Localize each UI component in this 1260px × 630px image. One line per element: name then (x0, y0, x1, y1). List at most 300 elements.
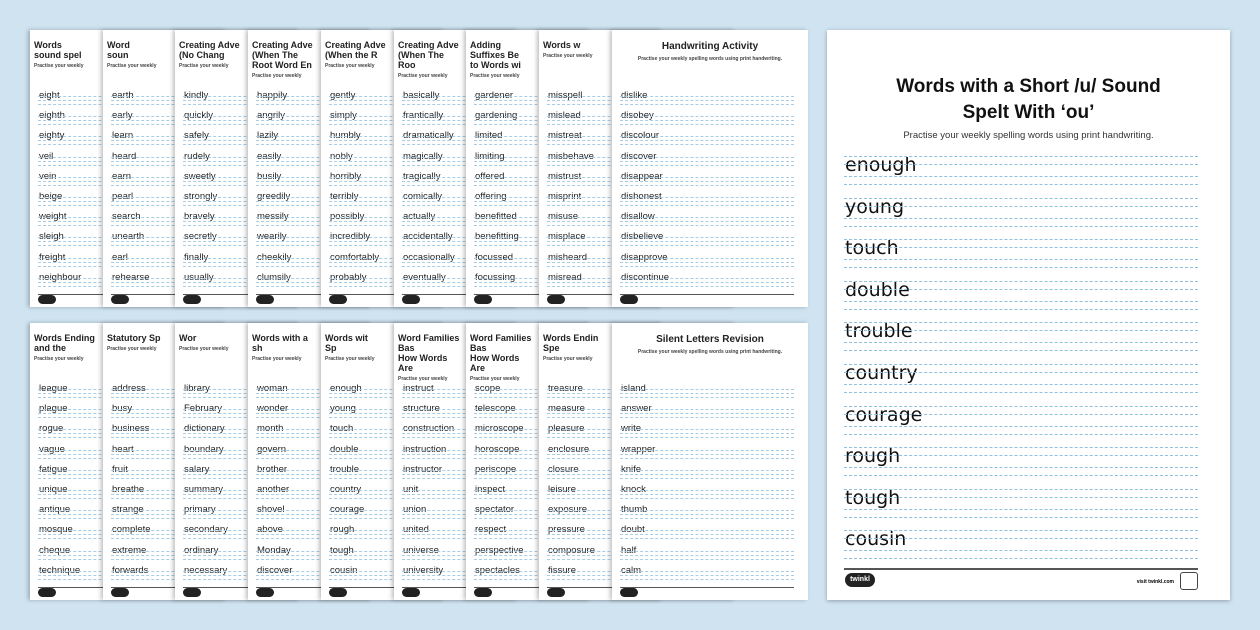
spelling-word: veil (39, 150, 54, 162)
spelling-word: dictionary (184, 423, 225, 435)
handwriting-line (844, 289, 1198, 290)
spelling-word: dramatically (403, 130, 454, 142)
spelling-word: disbelieve (621, 231, 664, 243)
spelling-word: strongly (184, 191, 218, 202)
worksheet-title (398, 40, 462, 80)
title-line: Creating Adve (252, 40, 313, 50)
spelling-word: tough (845, 486, 901, 509)
spelling-word: secretly (184, 231, 217, 243)
spelling-word: clumsily (257, 271, 291, 283)
spelling-word: breathe (112, 484, 145, 495)
spelling-word: earl (112, 251, 128, 263)
spelling-word: easily (257, 150, 282, 162)
spelling-word: enclosure (548, 443, 590, 455)
handwriting-line (844, 218, 1198, 219)
worksheet-subtitle: Practise your weekly (470, 73, 520, 79)
handwriting-line (620, 538, 794, 539)
handwriting-line (620, 282, 794, 283)
spelling-word: fruit (112, 463, 128, 475)
spelling-word: earth (112, 90, 134, 101)
handwriting-line (620, 124, 794, 125)
handwriting-line (620, 417, 794, 418)
title-line: Handwriting Activity (661, 41, 759, 52)
twinkl-logo (329, 295, 347, 304)
spelling-word: misspell (548, 90, 583, 101)
handwriting-line (620, 393, 794, 394)
spelling-word: structure (403, 403, 440, 415)
spelling-word: disapprove (621, 251, 668, 263)
title-line: Words Endin (543, 333, 599, 343)
handwriting-line (844, 517, 1198, 518)
spelling-word: knife (621, 463, 642, 475)
worksheet-title (325, 40, 389, 70)
spelling-word: frantically (403, 110, 444, 122)
handwriting-line (844, 372, 1198, 373)
twinkl-logo (183, 295, 201, 304)
worksheet-subtitle: Practise your weekly spelling words using print handwriting. (637, 349, 783, 355)
spelling-word: spectacles (475, 564, 520, 576)
worksheet-subtitle: Practise your weekly (34, 356, 84, 362)
title-line: (When The Root Word En (252, 50, 312, 70)
spelling-word: safely (184, 130, 209, 142)
spelling-word: heard (112, 150, 137, 162)
twinkl-logo (620, 295, 638, 304)
title-line: Words with a sh (252, 333, 308, 353)
handwriting-line (844, 384, 1198, 385)
spelling-word: strange (112, 504, 144, 516)
spelling-word: rehearse (112, 271, 150, 283)
handwriting-line (620, 551, 794, 552)
worksheet-subtitle: Practise your weekly (179, 63, 229, 69)
spelling-word: pearl (112, 191, 134, 202)
title-line: (When the R (325, 50, 378, 60)
spelling-word: thumb (621, 504, 648, 516)
spelling-word: sleigh (39, 231, 64, 243)
spelling-word: misplace (548, 231, 586, 243)
spelling-word: union (403, 504, 427, 516)
spelling-word: measure (548, 403, 585, 415)
spelling-word: gardener (475, 90, 514, 101)
spelling-word: cousin (845, 528, 907, 551)
worksheet-subtitle: Practise your weekly (325, 356, 375, 362)
spelling-word: busy (112, 403, 133, 415)
handwriting-line (620, 575, 794, 576)
footer-divider (620, 294, 794, 295)
spelling-word: business (112, 423, 150, 435)
title-line: Words (34, 40, 62, 50)
spelling-word: composure (548, 544, 595, 556)
spelling-word: mosque (39, 524, 73, 536)
handwriting-line (620, 470, 794, 471)
twinkl-logo (111, 588, 129, 597)
spelling-word: mistreat (548, 130, 582, 142)
worksheet-title (179, 333, 243, 353)
twinkl-logo (474, 295, 492, 304)
handwriting-line (620, 490, 794, 491)
worksheet-title (179, 40, 243, 70)
spelling-word: rough (330, 524, 355, 536)
handwriting-line (844, 281, 1198, 282)
spelling-word: country (330, 484, 362, 495)
spelling-word: accidentally (403, 231, 453, 243)
spelling-word: govern (257, 443, 287, 455)
spelling-word: another (257, 484, 290, 495)
spelling-word: salary (184, 463, 210, 475)
handwriting-line (844, 447, 1198, 448)
spelling-word: unearth (112, 231, 145, 243)
spelling-word: touch (330, 423, 354, 435)
spelling-word: offering (475, 191, 507, 202)
twinkl-logo (402, 588, 420, 597)
spelling-word: above (257, 524, 283, 536)
spelling-word: disallow (621, 211, 655, 223)
title-line: (No Chang (179, 50, 225, 60)
twinkl-logo (474, 588, 492, 597)
handwriting-line (620, 100, 794, 101)
spelling-word: messily (257, 211, 289, 223)
spelling-word: league (39, 383, 68, 394)
spelling-word: instructor (403, 463, 443, 475)
worksheet-subtitle: Practise your weekly spelling words using print handwriting. (637, 56, 783, 62)
handwriting-line (620, 140, 794, 141)
handwriting-line (844, 509, 1198, 510)
spelling-word: young (330, 403, 356, 415)
spelling-word: terribly (330, 191, 359, 202)
spelling-word: forwards (112, 564, 149, 576)
handwriting-line (620, 120, 794, 121)
spelling-word: discover (621, 150, 657, 162)
handwriting-line (620, 518, 794, 519)
spelling-word: misuse (548, 211, 579, 223)
handwriting-line (844, 239, 1198, 240)
handwriting-line (620, 559, 794, 560)
worksheet-subtitle: Practise your weekly (252, 73, 302, 79)
spelling-word: unique (39, 484, 68, 495)
handwriting-line (620, 225, 794, 226)
spelling-word: necessary (184, 564, 228, 576)
spelling-word: freight (39, 251, 66, 263)
website-url: visit twinkl.com (1136, 579, 1174, 585)
spelling-word: trouble (330, 463, 360, 475)
spelling-word: plague (39, 403, 68, 415)
handwriting-line (620, 217, 794, 218)
spelling-word: half (621, 544, 637, 556)
spelling-word: eight (39, 90, 60, 101)
spelling-word: address (112, 383, 146, 394)
handwriting-line (620, 458, 794, 459)
spelling-word: discontinue (621, 271, 670, 283)
handwriting-line (844, 322, 1198, 323)
spelling-word: focussing (475, 271, 516, 283)
handwriting-line (620, 571, 794, 572)
handwriting-line (620, 104, 794, 105)
spelling-word: limiting (475, 150, 505, 162)
spelling-word: secondary (184, 524, 228, 536)
handwriting-line (620, 498, 794, 499)
handwriting-line (844, 497, 1198, 498)
spelling-word: fatigue (39, 463, 68, 475)
title-line: and the (34, 343, 67, 353)
worksheet-title (34, 333, 98, 363)
spelling-word: disappear (621, 170, 663, 182)
spelling-word: courage (330, 504, 365, 516)
handwriting-line (844, 392, 1198, 393)
handwriting-line (620, 116, 794, 117)
handwriting-line (620, 409, 794, 410)
spelling-word: exposure (548, 504, 588, 516)
spelling-word: horribly (330, 170, 362, 182)
spelling-word: treasure (548, 383, 583, 394)
spelling-word: greedily (257, 191, 291, 202)
handwriting-line (844, 538, 1198, 539)
spelling-word: boundary (184, 443, 224, 455)
spelling-word: knock (621, 484, 646, 495)
main-worksheet-title (827, 74, 1230, 126)
worksheet-subtitle: Practise your weekly (470, 376, 520, 382)
spelling-word: search (112, 211, 141, 223)
handwriting-line (620, 478, 794, 479)
spelling-word: summary (184, 484, 224, 495)
handwriting-line (844, 350, 1198, 351)
spelling-word: humbly (330, 130, 361, 142)
spelling-word: February (184, 403, 223, 415)
twinkl-logo (547, 295, 565, 304)
spelling-word: eventually (403, 271, 446, 283)
handwriting-line (620, 450, 794, 451)
spelling-word: dishonest (621, 191, 662, 202)
spelling-word: enough (845, 154, 917, 176)
spelling-word: extreme (112, 544, 147, 556)
spelling-word: woman (257, 383, 288, 394)
handwriting-line (620, 144, 794, 145)
handwriting-line (620, 237, 794, 238)
handwriting-line (620, 389, 794, 390)
handwriting-line (620, 262, 794, 263)
worksheet-thumbnail[interactable] (612, 323, 808, 600)
spelling-word: vague (39, 443, 65, 455)
spelling-word: possibly (330, 211, 365, 223)
spelling-word: gently (330, 90, 356, 101)
spelling-word: perspective (475, 544, 524, 556)
spelling-word: comfortably (330, 251, 380, 263)
badge-icon (1180, 572, 1198, 590)
worksheet-subtitle: Practise your weekly (252, 356, 302, 362)
spelling-word: closure (548, 463, 579, 475)
title-line: How Words Are (470, 353, 520, 373)
spelling-word: rough (845, 445, 901, 468)
spelling-word: wearily (257, 231, 287, 243)
handwriting-line (844, 206, 1198, 207)
handwriting-line (844, 406, 1198, 407)
spelling-word: young (845, 195, 905, 218)
spelling-word: kindly (184, 90, 209, 101)
spelling-word: gardening (475, 110, 518, 122)
spelling-word: bravely (184, 211, 215, 223)
title-line: Word Families Bas (470, 333, 532, 353)
spelling-word: nobly (330, 150, 353, 162)
handwriting-line (844, 164, 1198, 165)
handwriting-line (620, 266, 794, 267)
handwriting-line (620, 437, 794, 438)
spelling-word: enough (330, 383, 362, 394)
handwriting-line (620, 534, 794, 535)
worksheet-title (543, 40, 607, 60)
spelling-word: shovel (257, 504, 285, 516)
handwriting-line (620, 397, 794, 398)
spelling-word: double (330, 443, 359, 455)
spelling-word: write (621, 423, 642, 435)
twinkl-logo (256, 588, 274, 597)
title-line: Words with a Short /u/ Sound (896, 76, 1161, 97)
handwriting-line (620, 555, 794, 556)
worksheet-title (325, 333, 389, 363)
title-line: Sp (325, 343, 337, 353)
title-line: How Words Are (398, 353, 448, 373)
title-line: Word Families Bas (398, 333, 460, 353)
spelling-word: trouble (845, 320, 913, 343)
title-line: soun (107, 50, 129, 60)
worksheet-title (470, 40, 534, 80)
spelling-word: vein (39, 170, 57, 182)
spelling-word: eighth (39, 110, 65, 122)
spelling-word: misheard (548, 251, 588, 263)
worksheet-title (543, 333, 607, 363)
worksheet-title (107, 40, 171, 70)
title-line: to Words wi (470, 60, 521, 70)
handwriting-line (844, 530, 1198, 531)
handwriting-line (844, 558, 1198, 559)
main-worksheet (827, 30, 1230, 600)
worksheet-title (252, 40, 316, 80)
spelling-word: spectator (475, 504, 515, 516)
spelling-word: beige (39, 191, 63, 202)
spelling-word: eighty (39, 130, 65, 142)
spelling-word: universe (403, 544, 439, 556)
spelling-word: leisure (548, 484, 576, 495)
handwriting-line (620, 433, 794, 434)
handwriting-line (844, 247, 1198, 248)
handwriting-line (620, 454, 794, 455)
worksheet-subtitle: Practise your weekly (107, 63, 157, 69)
spelling-word: busily (257, 170, 282, 182)
spelling-word: pleasure (548, 423, 585, 435)
spelling-word: simply (330, 110, 357, 122)
title-line: Words Ending (34, 333, 95, 343)
handwriting-line (844, 426, 1198, 427)
spelling-word: country (845, 362, 918, 384)
spelling-word: basically (403, 90, 440, 101)
spelling-word: courage (845, 403, 923, 426)
title-line: Spelt With ‘ou’ (962, 102, 1095, 123)
worksheet-title (34, 40, 98, 70)
worksheet-subtitle: Practise your weekly (543, 53, 593, 59)
spelling-word: wrapper (621, 443, 656, 455)
worksheet-subtitle: Practise your weekly (543, 356, 593, 362)
spelling-word: construction (403, 423, 455, 435)
handwriting-line (620, 510, 794, 511)
spelling-word: double (845, 278, 910, 301)
handwriting-line (620, 241, 794, 242)
spelling-word: pressure (548, 524, 585, 536)
title-line: Creating Adve (325, 40, 386, 50)
worksheet-subtitle: Practise your weekly (325, 63, 375, 69)
handwriting-line (620, 185, 794, 186)
spelling-word: benefitted (475, 211, 517, 223)
twinkl-logo (329, 588, 347, 597)
spelling-word: usually (184, 271, 214, 283)
handwriting-line (620, 177, 794, 178)
worksheet-title (612, 40, 808, 63)
title-line: Spe (543, 343, 560, 353)
handwriting-line (844, 176, 1198, 177)
handwriting-line (620, 165, 794, 166)
spelling-word: focussed (475, 251, 514, 263)
spelling-word: lazily (257, 130, 279, 142)
spelling-word: respect (475, 524, 507, 536)
spelling-word: Monday (257, 544, 291, 556)
spelling-word: tough (330, 544, 354, 556)
handwriting-line (844, 414, 1198, 415)
handwriting-line (844, 267, 1198, 268)
spelling-word: tragically (403, 170, 441, 182)
handwriting-line (620, 181, 794, 182)
spelling-word: heart (112, 443, 134, 455)
twinkl-logo (38, 588, 56, 597)
handwriting-line (844, 489, 1198, 490)
handwriting-line (844, 342, 1198, 343)
worksheet-title (398, 333, 462, 383)
handwriting-line (620, 514, 794, 515)
spelling-word: finally (184, 251, 209, 263)
spelling-word: sweetly (184, 170, 216, 182)
handwriting-line (844, 156, 1198, 157)
title-line: Adding Suffixes Be (470, 40, 520, 60)
spelling-word: technique (39, 564, 81, 576)
twinkl-logo (256, 295, 274, 304)
spelling-word: periscope (475, 463, 517, 475)
spelling-word: unit (403, 484, 419, 495)
spelling-word: instruct (403, 383, 434, 394)
spelling-word: angrily (257, 110, 285, 122)
spelling-word: doubt (621, 524, 645, 536)
twinkl-logo (547, 588, 565, 597)
handwriting-line (844, 364, 1198, 365)
spelling-word: antique (39, 504, 71, 516)
title-line: Creating Adve (398, 40, 459, 50)
spelling-word: benefitting (475, 231, 519, 243)
spelling-word: probably (330, 271, 367, 283)
worksheet-thumbnail[interactable] (612, 30, 808, 307)
worksheet-subtitle: Practise your weekly (107, 346, 157, 352)
spelling-word: disobey (621, 110, 654, 122)
spelling-word: actually (403, 211, 436, 223)
spelling-word: discover (257, 564, 293, 576)
title-line: Silent Letters Revision (656, 334, 764, 345)
spelling-word: microscope (475, 423, 524, 435)
handwriting-line (844, 455, 1198, 456)
handwriting-line (620, 205, 794, 206)
spelling-word: instruction (403, 443, 447, 455)
handwriting-line (844, 226, 1198, 227)
footer-divider (620, 587, 794, 588)
twinkl-logo (402, 295, 420, 304)
handwriting-line (844, 184, 1198, 185)
handwriting-line (620, 429, 794, 430)
spelling-word: discolour (621, 130, 660, 142)
spelling-word: offered (475, 170, 505, 182)
spelling-word: rogue (39, 423, 64, 435)
handwriting-line (844, 198, 1198, 199)
